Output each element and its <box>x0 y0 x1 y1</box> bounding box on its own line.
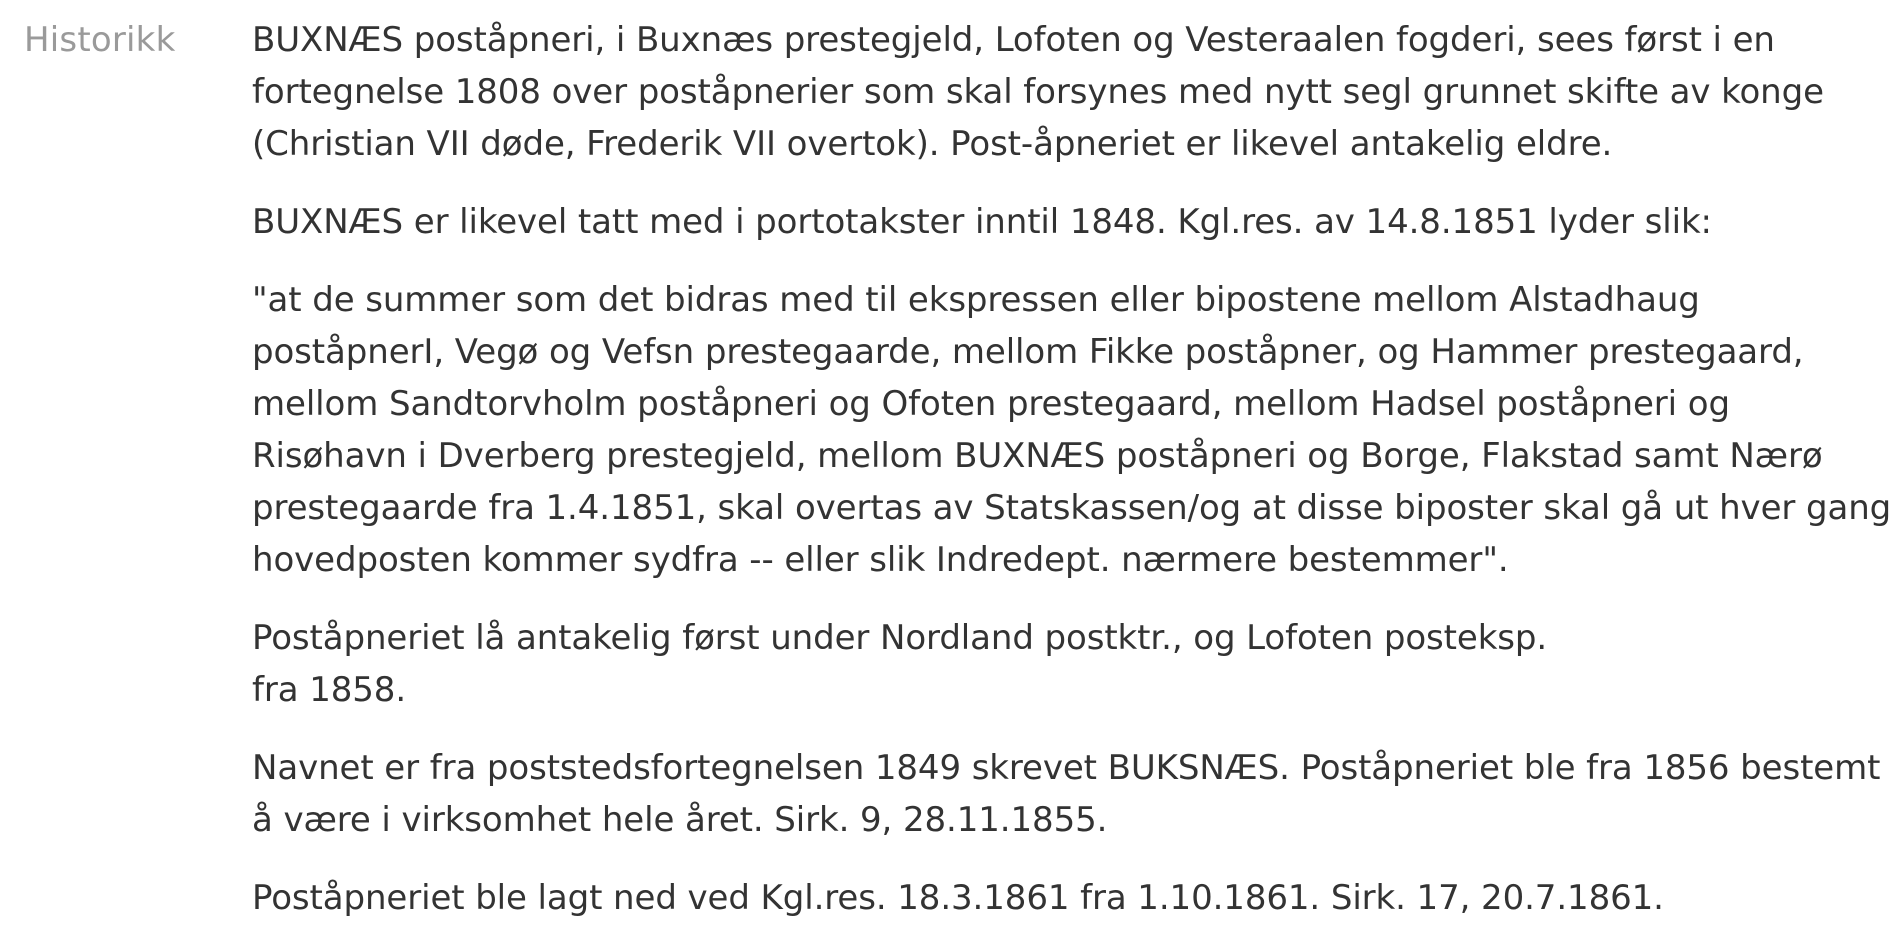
text-line: fra 1858. <box>252 670 407 710</box>
text-line: Navnet er fra poststedsfortegnelsen 1849 skrevet BUKSNÆS. Poståpneriet ble fra 1856 bestemt <box>252 748 1881 788</box>
text-line: Risøhavn i Dverberg prestegjeld, mellom BUXNÆS poståpneri og Borge, Flakstad samt Nærø <box>252 436 1823 476</box>
text-line: poståpnerI, Vegø og Vefsn prestegaarde, mellom Fikke poståpner, og Hammer prestegaard, <box>252 332 1804 372</box>
text-line: Poståpneriet ble lagt ned ved Kgl.res. 18.3.1861 fra 1.10.1861. Sirk. 17, 20.7.1861. <box>252 878 1664 918</box>
history-paragraph-2 <box>252 196 1892 248</box>
text-line: fortegnelse 1808 over poståpnerier som skal forsynes med nytt segl grunnet skifte av konge <box>252 72 1824 112</box>
text-line: BUXNÆS er likevel tatt med i portotakster inntil 1848. Kgl.res. av 14.8.1851 lyder slik: <box>252 202 1712 242</box>
history-paragraph-5 <box>252 742 1892 846</box>
text-line: å være i virksomhet hele året. Sirk. 9, 28.11.1855. <box>252 800 1108 840</box>
history-paragraph-1 <box>252 14 1892 170</box>
text-line: mellom Sandtorvholm poståpneri og Ofoten prestegaard, mellom Hadsel poståpneri og <box>252 384 1730 424</box>
history-paragraph-6 <box>252 872 1892 924</box>
text-line: hovedposten kommer sydfra -- eller slik Indredept. nærmere bestemmer". <box>252 540 1509 580</box>
text-line: (Christian VII døde, Frederik VII overtok). Post-åpneriet er likevel antakelig eldre. <box>252 124 1613 164</box>
text-line: "at de summer som det bidras med til ekspressen eller bipostene mellom Alstadhaug <box>252 280 1700 320</box>
history-text <box>252 14 1892 950</box>
text-line: prestegaarde fra 1.4.1851, skal overtas av Statskassen/og at disse biposter skal gå ut hver gang <box>252 488 1892 528</box>
text-line: BUXNÆS poståpneri, i Buxnæs prestegjeld, Lofoten og Vesteraalen fogderi, sees først i en <box>252 20 1775 60</box>
history-quote-paragraph <box>252 274 1892 586</box>
text-line: Poståpneriet lå antakelig først under Nordland postktr., og Lofoten posteksp. <box>252 618 1548 658</box>
history-paragraph-4 <box>252 612 1892 716</box>
section-label: Historikk <box>24 20 176 60</box>
